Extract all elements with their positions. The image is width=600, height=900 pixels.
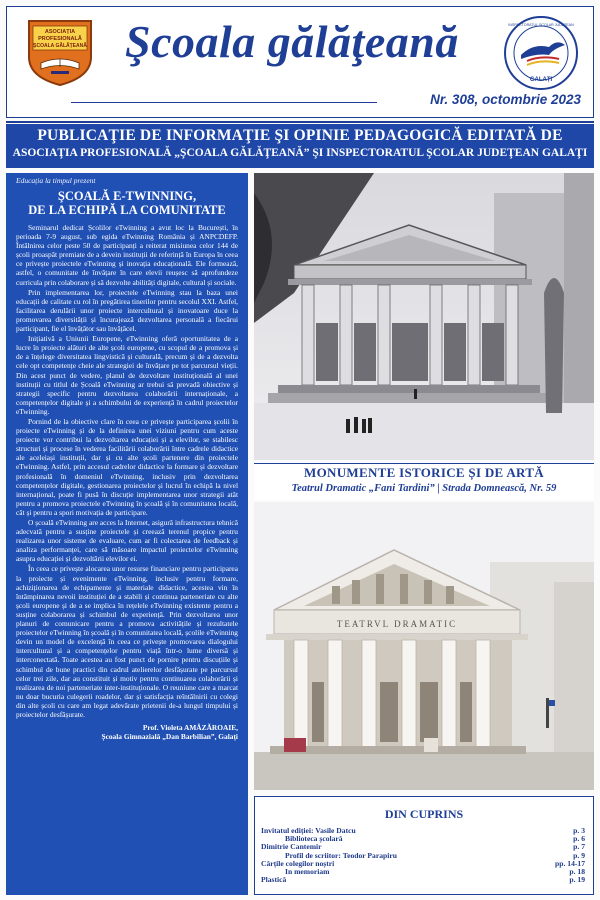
toc-item-page: pp. 14-17 [555, 858, 585, 868]
article-paragraph: Inițiativă a Uniunii Europene, eTwinning oferă oportunitatea de a lucre în proiecte alături de alte școli europene, cu scopul de a promova și de a înțelege diversitatea lingvistică și culturală, precum și de a dezvolta cele opt competențe cheie ale strategiei de învățare pe tot parcursul vieții. Din acest punct de vedere, planul de dezvoltare instituțională al unei instituții cu titlul de Școală eTwinning ar trebui să prevadă obiective și strategii specific pentru dezvoltarea colaborării internaționale, a competențelor digitale și a schimbului de experiență în cadrul proiectelor eTwinning. [16, 334, 238, 416]
article-paragraph: O școală eTwinning are acces la Internet, asigură infrastructura tehnică adecvată pentru a susține proiectele și creează terenul propice pentru realizarea unor sisteme de evaluare, cum ar fi colectarea de feedback și analiza performanței, care să măsoare impactul proiectelor eTwinning asupra educației și dezvoltării elevilor ei. [16, 518, 238, 564]
toc-item-label: Biblioteca școlară [285, 834, 343, 844]
toc-item-page: p. 9 [573, 850, 585, 860]
author-name: Prof. Violeta AMĂZĂROAIE, [142, 723, 238, 733]
toc-list [261, 827, 585, 884]
article-paragraph: Prin implementarea lor, proiectele eTwinning stau la baza unei educații de calitate cu rol în pregătirea tinerilor pentru secolul XXI. Astfel, facilitarea derulării unor proiecte intercultural și inovatoare duce la promovarea diversității și încurajează dezvoltarea personală a fiecărui participant, fie el învățător sau învățăcel. [16, 287, 238, 334]
toc-item-label: Invitatul ediției: Vasile Datcu [261, 826, 356, 835]
logo-right-city: GALAȚI [529, 77, 553, 83]
logo-left-line2: PROFESIONALĂ [38, 36, 82, 42]
article-paragraph: Pornind de la obiective clare în ceea ce privește participarea școlii în proiecte eTwinning și de la definirea unei viziuni pentru cum aceste proiecte vor contribui la dezvoltarea educației și a elevilor, se stabilesc structuri și procese în vederea facilitării colaborării între cadrele didactice ale aceleiași instituții, dar și cu alte școli partenere din proiectele eTwinning. Astfel, prin accesul cadrelor didactice la formare și dezvoltare profesională în domeniul eTwinning, inclusiv prin dezvoltarea competențelor digitale, gestionarea proiectelor și lucrul în echipă la nivel internațional, poate fi pusă în discuție implementarea unor strategii atât pentru a promova proiectele eTwinning în școală și în comunitatea locală, cât și pentru a spori motivația de participare. [16, 416, 238, 517]
article-title-line2: DE LA ECHIPĂ LA COMUNITATE [28, 203, 226, 217]
facade-inscription: TEATRVL DRAMATIC [336, 619, 458, 629]
toc-item-label: Profil de scriitor: Teodor Parapiru [285, 850, 397, 860]
monuments-subtitle: Teatrul Dramatic „Fani Tardini” | Strada Domnească, Nr. 59 [291, 483, 557, 494]
toc-item[interactable] [261, 868, 585, 876]
toc-item-label: Cărțile colegilor noștri [261, 858, 335, 868]
banner-line2: ASOCIAŢIA PROFESIONALĂ „ŞCOALA GĂLĂŢEANĂ” ŞI INSPECTORATUL ŞCOLAR JUDEŢEAN GALAŢI [12, 147, 588, 159]
lead-article [6, 173, 248, 895]
table-of-contents [254, 796, 594, 895]
banner-line1: PUBLICAŢIE DE INFORMAŢIE ŞI OPINIE PEDAGOGICĂ EDITATĂ DE [37, 127, 563, 144]
monuments-title: MONUMENTE ISTORICE ȘI DE ARTĂ [304, 465, 544, 480]
theatre-engraving-image [254, 173, 594, 460]
article-paragraph: Seminarul dedicat Școlilor eTwinning a avut loc la București, în perioada 7-9 august, sub egida eTwinning România și ANPCDEFP. Întâlnirea celor peste 50 de participanți a reiterat misiunea celor 144 de școli proaspăt premiate de a devein instituții de referință în Europa în ceea ce privește proiectele eTwinning și inovația educațională. Ele formează, astfel, o comunitate de învățare în care elevii reușesc să aprofundeze curricula prin colaborare și să dezvolte abilități digitale, cultural și sociale. [16, 223, 238, 287]
logo-left-line1: ASOCIAȚIA [44, 29, 76, 35]
publisher-banner [6, 124, 594, 168]
article-title [16, 189, 238, 217]
toc-item-page: p. 6 [573, 834, 585, 844]
toc-item[interactable] [261, 876, 585, 884]
monuments-caption [254, 463, 594, 500]
issue-number: Nr. 308, octombrie 2023 [430, 92, 581, 107]
logo-right-ring-text: INSPECTORATUL ȘCOLAR JUDEȚEAN [508, 23, 574, 27]
toc-item-page: p. 19 [569, 875, 585, 885]
inspectorate-bird-logo [503, 15, 579, 91]
toc-item-label: In memoriam [285, 867, 330, 877]
article-title-line1: ŞCOALĂ E-TWINNING, [57, 189, 197, 203]
article-paragraph: În ceea ce privește alocarea unor resurse financiare pentru participarea la proiecte și evenimente eTwinning, inclusiv pentru formare, achiziționarea de echipamente și materiale didactice, acestea vin în întâmpinarea nevoii instituției de a stabili și continua parteneriate cu alte școli europene și de a se implica în rețelele eTwinning existente pentru a susține colaborarea și schimbul de experiență. Prin dezvoltarea unor planuri de comunicare pentru a promova activitățile și rezultatele proiectelor eTwinning în școală și în comunitatea locală, școlile eTwinning devin un model de excelență în ceea ce privește promovarea dialogului intercultural și a competențelor pentru viață într-o lume diversă și interconectată. Toate acestea au fost punct de pornire pentru discuțiile și schimbul de bune practici din cadrul atelierelor desfășurate pe parcursul celor trei zile, dar au constituit și motiv pentru continuarea colaborării și realizarea de noi parteneriate inter-instituționale. O reuniune care a marcat nu doar bucuria culegerii roadelor, dar și satisfacția reîntâlnirii cu colegi din alte școli cu care am legat adevărate prietenii de-a lungul timpului și proiectelor desfășurate. [16, 564, 238, 719]
publication-title: Şcoala gălăţeană [125, 16, 459, 67]
toc-title: DIN CUPRINS [384, 807, 464, 821]
article-kicker: Educația la timpul prezent [16, 176, 96, 185]
author-school: Școala Gimnazială „Dan Barbilian”, Galați [101, 732, 238, 742]
masthead [6, 6, 594, 118]
masthead-rule [6, 121, 594, 123]
toc-item-label: Plastică [261, 875, 287, 885]
toc-item-label: Dimitrie Cantemir [261, 842, 322, 852]
theatre-photo-image [254, 502, 594, 790]
association-shield-logo [23, 17, 97, 87]
toc-item-page: p. 3 [573, 826, 585, 835]
toc-item-page: p. 7 [573, 842, 585, 852]
toc-item-page: p. 18 [569, 867, 585, 877]
issue-divider [71, 102, 377, 103]
logo-left-line3: ȘCOALA GĂLĂȚEANĂ [33, 43, 87, 49]
article-author [16, 723, 238, 741]
